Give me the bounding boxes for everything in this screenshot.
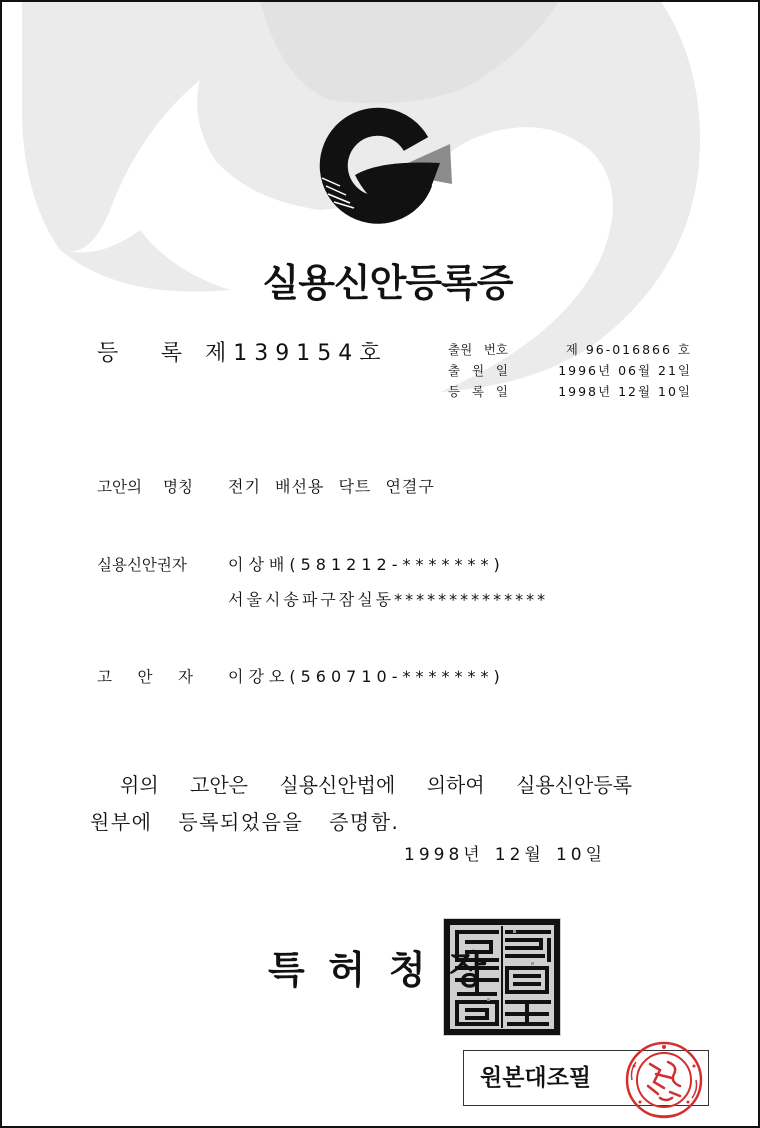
filing-number-row [448, 341, 692, 359]
certification-date: 1998년 12월 10일 [404, 845, 606, 865]
registration-date-row [448, 383, 692, 401]
filing-info-value: 1996년 06월 21일 [558, 363, 692, 378]
filing-info-value: 제 96-016866 호 [565, 342, 692, 357]
filing-info-label: 출 원 일 [448, 363, 508, 378]
invention-name-value: 전기 배선용 닥트 연결구 [228, 477, 435, 496]
right-holder-label: 실용신안권자 [97, 556, 187, 574]
filing-info-label: 출원 번호 [448, 342, 508, 357]
filing-info-value: 1998년 12월 10일 [558, 384, 692, 399]
right-holder-name: 이상배(581212-*******) [228, 555, 505, 574]
filing-date-row [448, 362, 692, 380]
inventor-name: 이강오(560710-*******) [228, 667, 505, 686]
right-holder-address: 서울시송파구잠실동************** [228, 590, 549, 609]
certification-line-2: 원부에 등록되었음을 증명함. [90, 810, 400, 834]
registration-number: 제139154호 [205, 341, 388, 366]
certification-line-1: 위의 고안은 실용신안법에 의하여 실용신안등록 [120, 773, 632, 797]
inventor-label: 고 안 자 [97, 668, 193, 686]
government-emblem-logo-icon [300, 100, 470, 230]
registration-label: 등 록 [97, 341, 182, 366]
document-title: 실용신안등록증 [262, 261, 513, 305]
verification-stamp-text: 원본대조필 [480, 1065, 592, 1091]
issuer-title: 특 허 청 장 [268, 948, 486, 992]
filing-info-label: 등 록 일 [448, 384, 508, 399]
invention-name-label: 고안의 명칭 [97, 478, 193, 496]
red-round-stamp-icon [620, 1040, 708, 1120]
